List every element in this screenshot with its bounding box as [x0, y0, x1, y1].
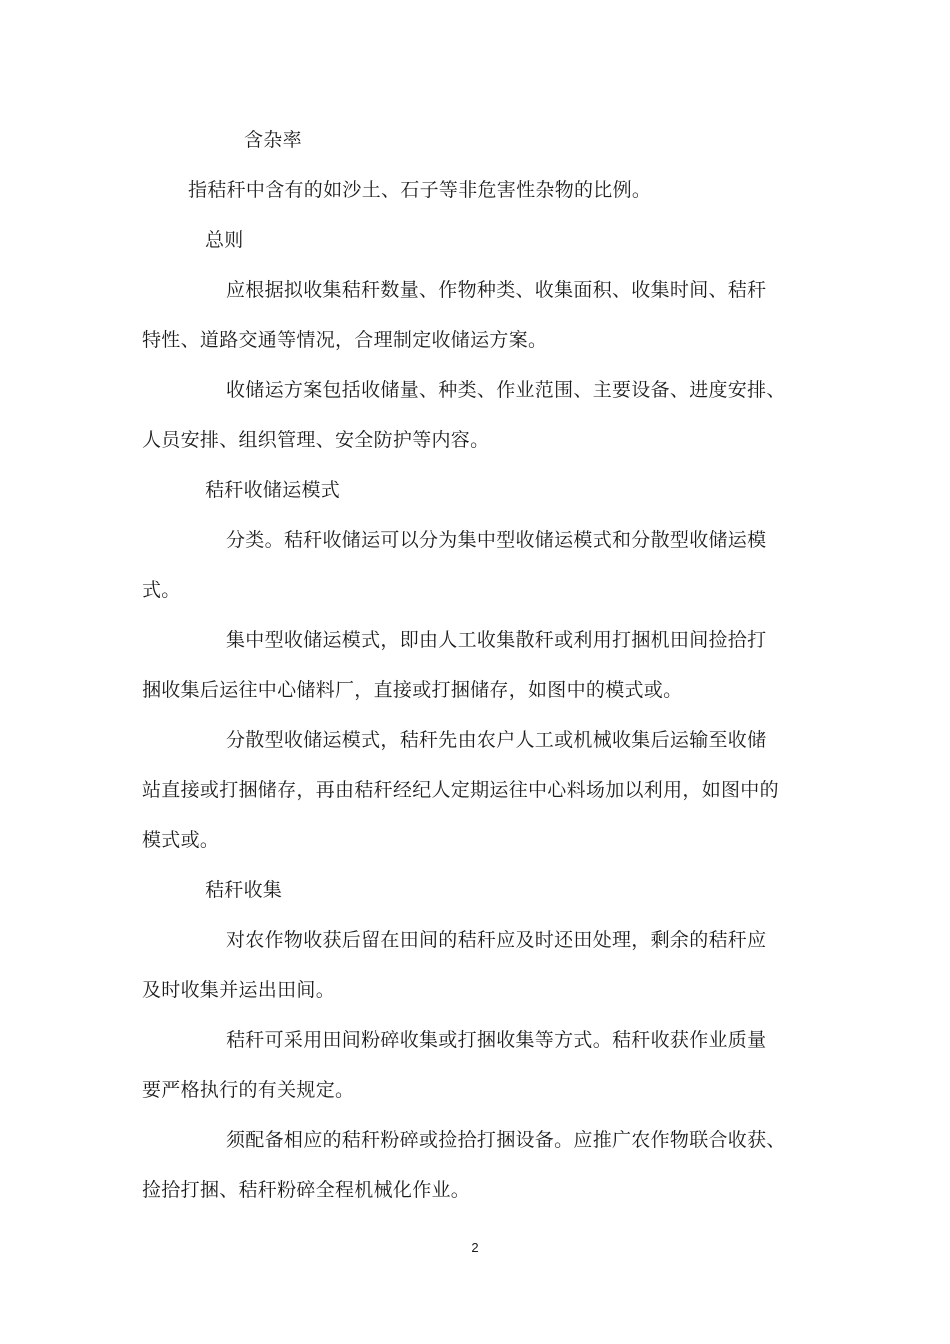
- paragraph-line: 对农作物收获后留在田间的秸秆应及时还田处理，剩余的秸秆应: [226, 929, 767, 951]
- paragraph-line: 捆收集后运往中心储料厂，直接或打捆储存，如图中的模式或。: [142, 679, 683, 701]
- paragraph-line: 及时收集并运出田间。: [142, 979, 336, 1001]
- paragraph-definition: 指秸秆中含有的如沙土、石子等非危害性杂物的比例。: [188, 179, 652, 201]
- paragraph-line: 分类。秸秆收储运可以分为集中型收储运模式和分散型收储运模: [226, 529, 767, 551]
- paragraph-line: 秸秆可采用田间粉碎收集或打捆收集等方式。秸秆收获作业质量: [226, 1029, 767, 1051]
- paragraph-line: 捡拾打捆、秸秆粉碎全程机械化作业。: [142, 1179, 471, 1201]
- page-number: 2: [471, 1240, 479, 1255]
- heading-storage-transport-mode: 秸秆收储运模式: [205, 479, 341, 501]
- paragraph-line: 收储运方案包括收储量、种类、作业范围、主要设备、进度安排、: [226, 379, 786, 401]
- paragraph-line: 应根据拟收集秸秆数量、作物种类、收集面积、收集时间、秸秆: [226, 279, 767, 301]
- heading-straw-collection: 秸秆收集: [205, 879, 283, 901]
- paragraph-line: 须配备相应的秸秆粉碎或捡拾打捆设备。应推广农作物联合收获、: [226, 1129, 786, 1151]
- paragraph-line: 式。: [142, 579, 181, 601]
- paragraph-line: 集中型收储运模式，即由人工收集散秆或利用打捆机田间捡拾打: [226, 629, 767, 651]
- paragraph-line: 人员安排、组织管理、安全防护等内容。: [142, 429, 490, 451]
- heading-general-principles: 总则: [205, 229, 244, 251]
- paragraph-line: 站直接或打捆储存，再由秸秆经纪人定期运往中心料场加以利用，如图中的: [142, 779, 779, 801]
- paragraph-line: 特性、道路交通等情况，合理制定收储运方案。: [142, 329, 548, 351]
- heading-impurity-rate: 含杂率: [244, 129, 302, 151]
- paragraph-line: 模式或。: [142, 829, 220, 851]
- paragraph-line: 要严格执行的有关规定。: [142, 1079, 355, 1101]
- paragraph-line: 分散型收储运模式，秸秆先由农户人工或机械收集后运输至收储: [226, 729, 767, 751]
